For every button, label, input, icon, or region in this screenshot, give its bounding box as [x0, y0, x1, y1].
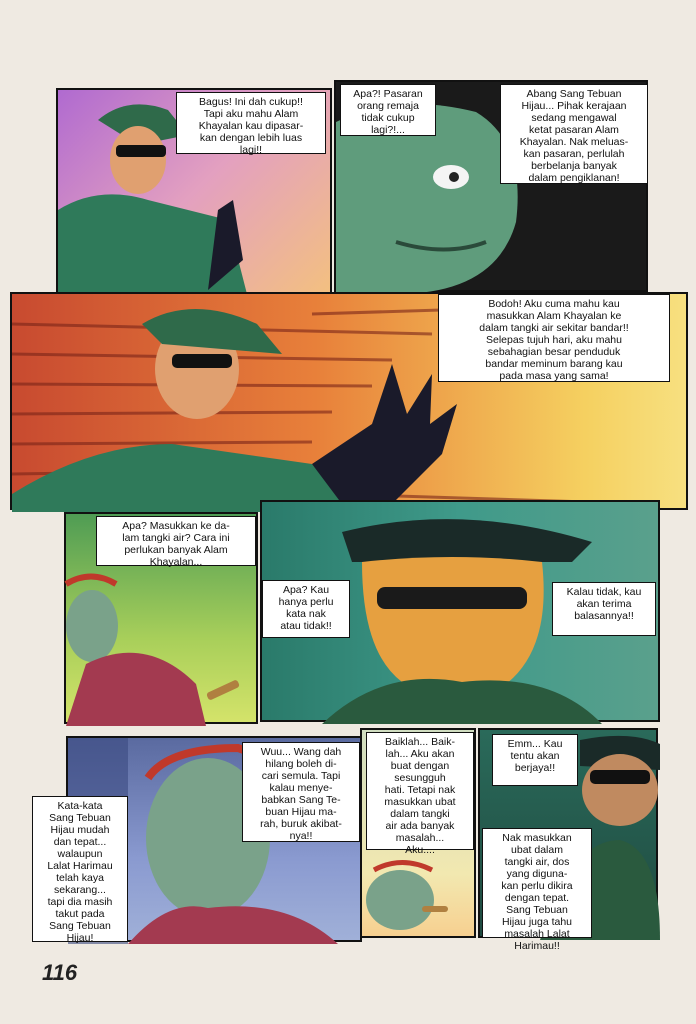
speech-bubble: Wuu... Wang dah hilang boleh di- cari semula. Tapi kalau menye- babkan Sang Te- buan Hijau ma- rah, buruk akibat- nya!!	[242, 742, 360, 842]
speech-bubble: Baiklah... Baik- lah... Aku akan buat dengan sesungguh hati. Tetapi nak masukkan ubat dalam tangki air ada banyak masalah... Aku....	[366, 732, 474, 850]
speech-bubble: Abang Sang Tebuan Hijau... Pihak kerajaan sedang mengawal ketat pasaran Alam Khayalan. Nak meluas- kan pasaran, perlulah berbelanja banyak dalam pengiklanan!	[500, 84, 648, 184]
speech-bubble: Apa? Kau hanya perlu kata nak atau tidak!!	[262, 580, 350, 638]
panel-4	[64, 512, 258, 724]
panel-8	[478, 728, 658, 952]
panel-2	[334, 80, 648, 292]
caption-box: Kata-kata Sang Tebuan Hijau mudah dan tepat... walaupun Lalat Harimau telah kaya sekarang... tapi dia masih takut pada Sang Tebuan Hijau!	[32, 796, 128, 942]
speech-bubble: Apa?! Pasaran orang remaja tidak cukup lagi?!...	[340, 84, 436, 136]
speech-bubble: Bagus! Ini dah cukup!! Tapi aku mahu Alam Khayalan kau dipasar- kan dengan lebih luas lagi!!	[176, 92, 326, 154]
speech-bubble: Bodoh! Aku cuma mahu kau masukkan Alam Khayalan ke dalam tangki air sekitar bandar!! Selepas tujuh hari, aku mahu sebahagian besar penduduk bandar meminum barang kau pada masa yang sama!	[438, 294, 670, 382]
panel-3	[10, 292, 688, 510]
panel-1	[56, 88, 332, 296]
panel-7	[360, 728, 476, 938]
speech-bubble: Kalau tidak, kau akan terima balasannya!!	[552, 582, 656, 636]
panel-6	[47, 736, 362, 944]
speech-bubble: Apa? Masukkan ke da- lam tangki air? Cara ini perlukan banyak Alam Khayalan...	[96, 516, 256, 566]
page-number: 116	[42, 960, 78, 985]
caption-box: Nak masukkan ubat dalam tangki air, dos yang diguna- kan perlu dikira dengan tepat. Sang Tebuan Hijau juga tahu masalah Lalat Harimau!!	[482, 828, 592, 938]
speech-bubble: Emm... Kau tentu akan berjaya!!	[492, 734, 578, 786]
panel-5	[260, 500, 660, 722]
